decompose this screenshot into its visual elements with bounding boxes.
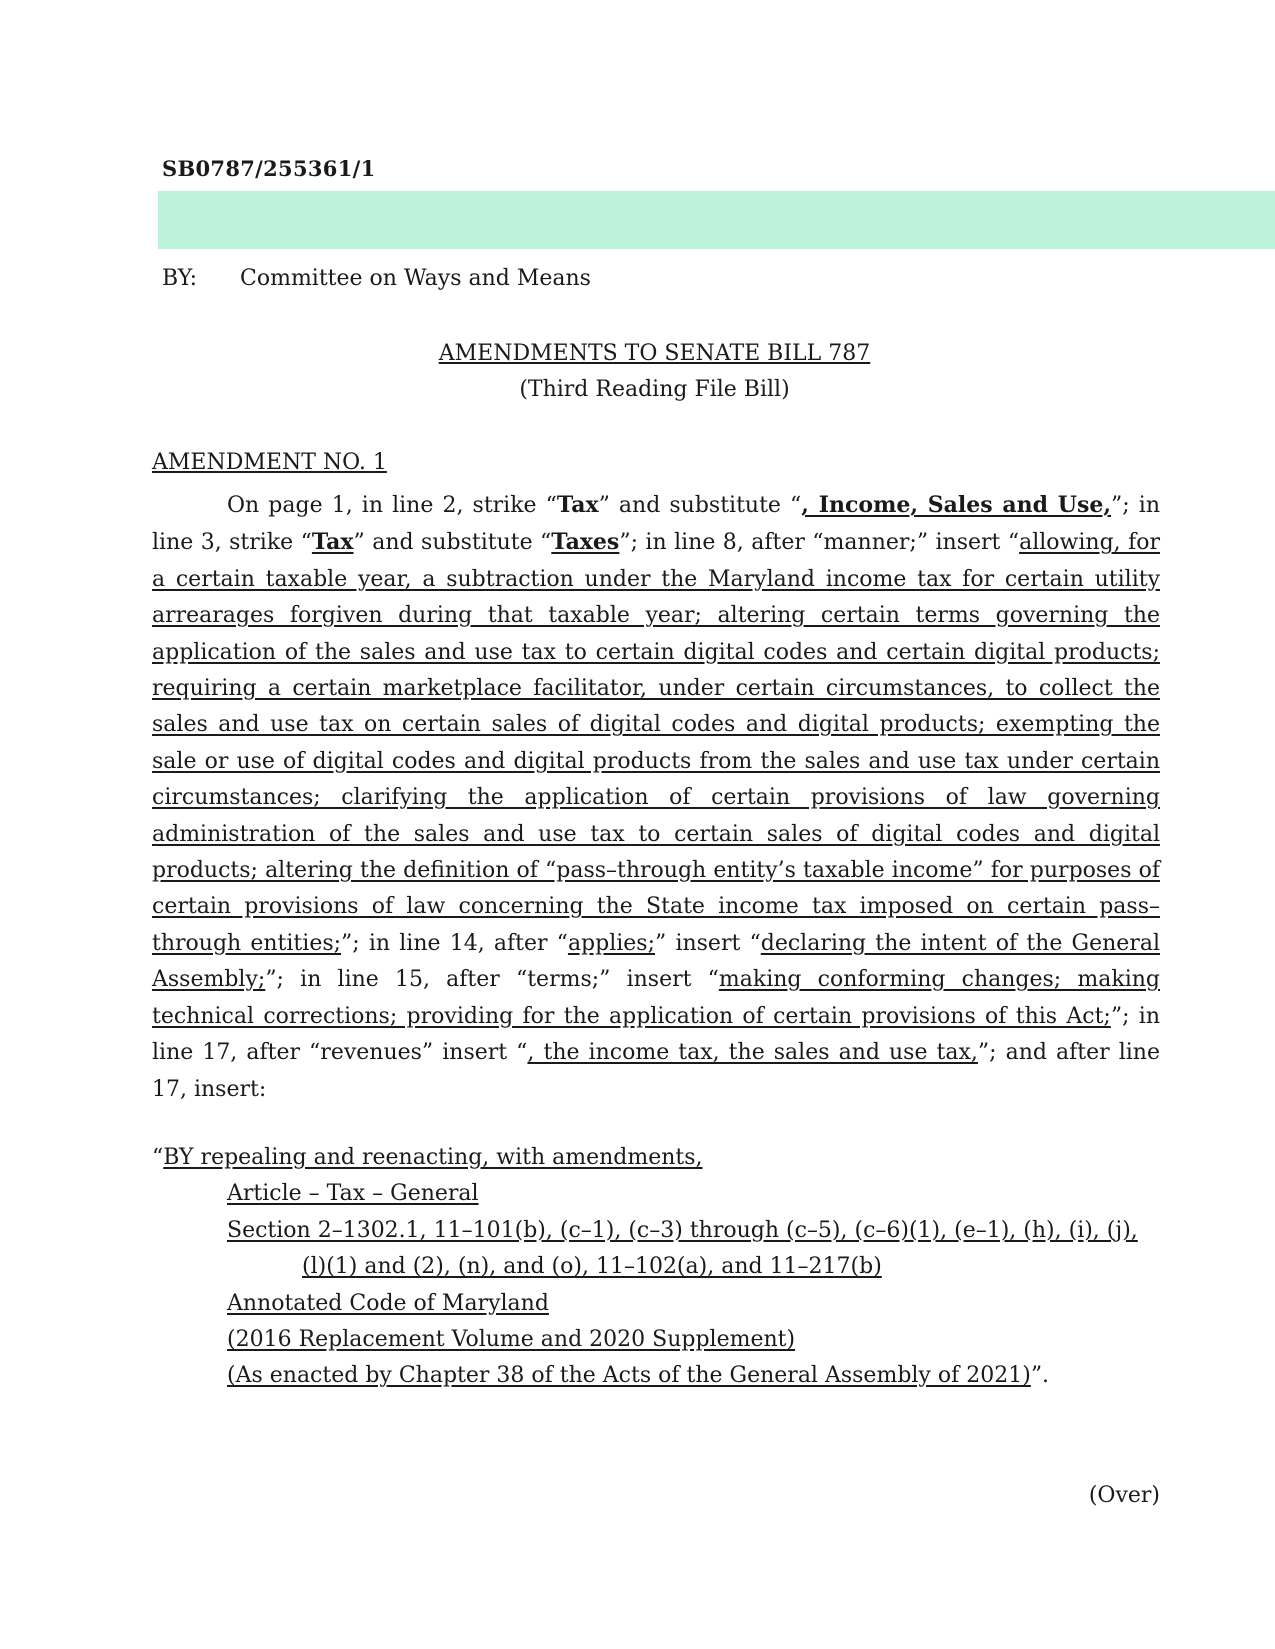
amendment-segment: Tax (556, 492, 599, 518)
insert-line-text: (2016 Replacement Volume and 2020 Supplement) (227, 1327, 796, 1353)
insert-line-text: Article – Tax – General (227, 1181, 479, 1207)
insert-line-text: (As enacted by Chapter 38 of the Acts of the General Assembly of 2021) (227, 1363, 1031, 1389)
amendment-segment: ” and substitute “ (598, 493, 802, 518)
insert-line (152, 1176, 1160, 1212)
amendment-segment: Tax (311, 529, 354, 556)
highlight-band (158, 191, 1275, 249)
by-label: BY: (162, 266, 197, 291)
amendment-segment: , Income, Sales and Use, (801, 492, 1112, 518)
bill-id: SB0787/255361/1 (162, 156, 376, 181)
by-line (162, 266, 591, 291)
insert-line-text: Annotated Code of Maryland (227, 1290, 549, 1316)
insert-line (152, 1286, 1160, 1322)
amendment-segment: allowing, for a certain taxable year, a subtraction under the Maryland income tax for certain utility arrearages forgiven during that taxable year; altering certain terms governing the application of the sales and use tax to certain digital codes and certain digital products; requiring a certain marketplace facilitator, under certain circumstances, to collect the sales and use tax on certain sales of digital codes and digital products; exempting the sale or use of digital codes and digital products from the sales and use tax under certain circumstances; clarifying the application of certain provisions of law governing administration of the sales and use tax to certain sales of digital codes and digital products; altering the definition of “pass–through entity’s taxable income” for purposes of certain provisions of law concerning the State income tax imposed on certain pass–through entities; (152, 530, 1160, 956)
amendment-segment: declaring the intent of the General Assembly; (152, 930, 1160, 993)
amendment-segment: ”; and after line 17, insert: (152, 1040, 1160, 1102)
amendment-segment: applies; (567, 930, 656, 956)
insert-block (152, 1140, 1160, 1395)
committee-name: Committee on Ways and Means (240, 266, 591, 291)
over-note: (Over) (1088, 1483, 1160, 1508)
document-subtitle: (Third Reading File Bill) (519, 377, 790, 402)
insert-line (152, 1140, 1160, 1176)
amendment-segment: Taxes (551, 529, 620, 556)
insert-line (152, 1322, 1160, 1358)
insert-line-text: Section 2–1302.1, 11–101(b), (c–1), (c–3) through (c–5), (c–6)(1), (e–1), (h), (i), (j), (227, 1217, 1138, 1243)
amendment-segment: making conforming changes; making technical corrections; providing for the application of certain provisions of this Act; (152, 967, 1160, 1029)
quote-mark: ”. (1030, 1363, 1050, 1389)
amendment-segment: , the income tax, the sales and use tax, (527, 1040, 978, 1066)
insert-line (152, 1213, 1160, 1249)
amendment-segment: ”; in line 15, after “terms;” insert “ (265, 967, 719, 993)
document-title: AMENDMENTS TO SENATE BILL 787 (438, 341, 871, 366)
insert-line (152, 1249, 1160, 1285)
amendment-segment: ”; in line 3, strike “ (152, 493, 1161, 556)
insert-line-text: (l)(1) and (2), (n), and (o), 11–102(a), and 11–217(b) (302, 1254, 882, 1280)
amendment-segment: ”; in line 17, after “revenues” insert “ (152, 1003, 1160, 1066)
amendment-segment: ” insert “ (655, 930, 761, 956)
amendment-segment: ”; in line 8, after “manner;” insert “ (619, 530, 1020, 556)
insert-line (152, 1358, 1160, 1394)
amendment-segment: ” and substitute “ (353, 530, 552, 556)
amendment-body (152, 487, 1160, 1108)
amendment-title: AMENDMENT NO. 1 (152, 450, 387, 475)
quote-mark: “ (152, 1145, 164, 1170)
amendment-segment: ”; in line 14, after “ (341, 930, 568, 956)
heading (152, 336, 1157, 408)
insert-line-text: BY repealing and reenacting, with amendments, (163, 1145, 703, 1170)
amendment-segment: On page 1, in line 2, strike “ (227, 493, 557, 518)
